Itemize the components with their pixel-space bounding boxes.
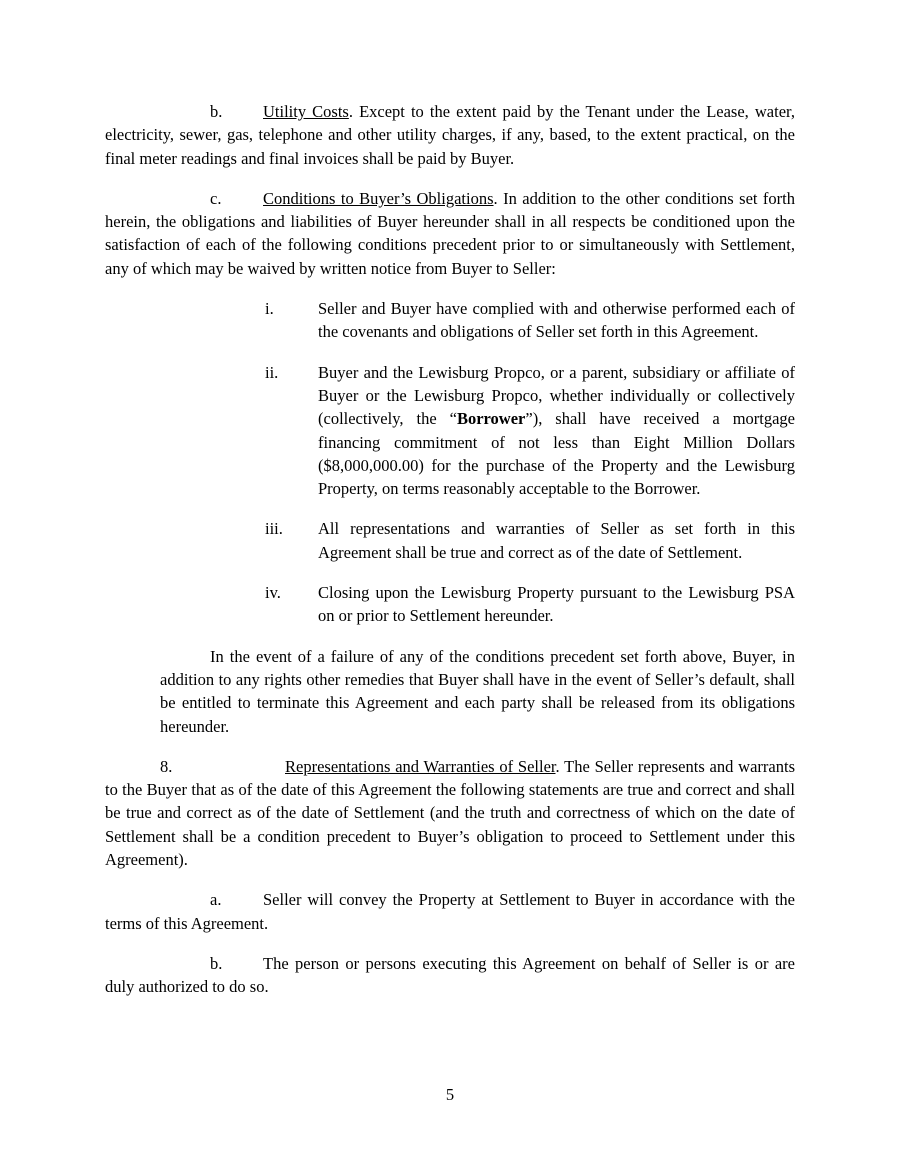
paragraph-representations: [105, 755, 795, 871]
section-number-8: 8.: [160, 756, 173, 776]
tab-indent: [105, 968, 210, 969]
item-text-pre: Buyer and the Lewisburg Propco, or a parent, subsidiary or affiliate of Buyer or the Lewisburg Propco, whether individually or collectively (collectively, the “: [318, 362, 795, 429]
heading-utility-costs: Utility Costs: [263, 102, 349, 121]
tab-indent: [105, 203, 210, 204]
paragraph-seller-convey: [105, 888, 795, 935]
paragraph-authorized: [105, 952, 795, 999]
paragraph-failure-remedy: In the event of a failure of any of the conditions precedent set forth above, Buyer, in addition to any rights other remedies that Buyer shall have in the event of Seller’s default, shall be entitled to terminate this Agreement and each party shall be released from its obligations hereunder.: [160, 646, 795, 736]
item-number: ii.: [265, 362, 279, 382]
item-text: Seller and Buyer have complied with and otherwise performed each of the covenants and obligations of Seller set forth in this Agreement.: [318, 299, 795, 342]
list-label-b2: b.: [210, 953, 223, 973]
condition-item-i: [265, 297, 795, 344]
item-number: iii.: [265, 519, 283, 539]
heading-conditions: Conditions to Buyer’s Obligations: [263, 188, 494, 208]
paragraph-conditions: [105, 187, 795, 280]
item-text: All representations and warranties of Seller as set forth in this Agreement shall be true and correct as of the date of Settlement.: [318, 519, 795, 562]
condition-item-ii: [265, 361, 795, 501]
item-text: Closing upon the Lewisburg Property pursuant to the Lewisburg PSA on or prior to Settlement hereunder.: [318, 583, 795, 626]
condition-item-iv: [265, 581, 795, 628]
paragraph-text: The person or persons executing this Agreement on behalf of Seller is or are duly authorized to do so.: [105, 953, 795, 997]
list-label-b: b.: [210, 102, 223, 121]
paragraph-text: . In addition to the other conditions set forth herein, the obligations and liabilities of Buyer hereunder shall in all respects be conditioned upon the satisfaction of each of the following conditions precedent prior to or simultaneously with Settlement, any of which may be waived by written notice from Buyer to Seller:: [105, 188, 795, 278]
paragraph-text: . Except to the extent paid by the Tenant under the Lease, water, electricity, sewer, gas, telephone and other utility charges, if any, based, to the extent practical, on the final meter readings and final invoices shall be paid by Buyer.: [105, 102, 795, 168]
item-text-post: ”), shall have received a mortgage financing commitment of not less than Eight Million Dollars ($8,000,000.00) for the purchase of the Property and the Lewisburg Property, on terms reasonably acceptable to the Borrower.: [318, 409, 796, 499]
paragraph-text: Seller will convey the Property at Settlement to Buyer in accordance with the terms of this Agreement.: [105, 890, 795, 933]
item-text: [318, 361, 795, 501]
page-number: 5: [445, 1085, 455, 1104]
defined-term-borrower: Borrower: [456, 409, 526, 429]
tab-indent: [105, 904, 210, 905]
tab-indent: [105, 116, 210, 117]
heading-representations: Representations and Warranties of Seller: [285, 756, 556, 776]
paragraph-utility-costs: [105, 100, 795, 170]
item-number: i.: [265, 299, 274, 319]
paragraph-text: . The Seller represents and warrants to the Buyer that as of the date of this Agreement the following statements are true and correct and shall be true and correct as of the date of Settlement (and the truth and correctness of which on the date of Settlement shall be a condition precedent to Buyer’s obligation to proceed to Settlement under this Agreement).: [105, 756, 795, 870]
list-label-c: c.: [210, 188, 222, 208]
item-number: iv.: [265, 583, 281, 603]
tab-indent: [105, 771, 160, 772]
condition-item-iii: [265, 517, 795, 564]
list-label-a: a.: [210, 890, 222, 910]
